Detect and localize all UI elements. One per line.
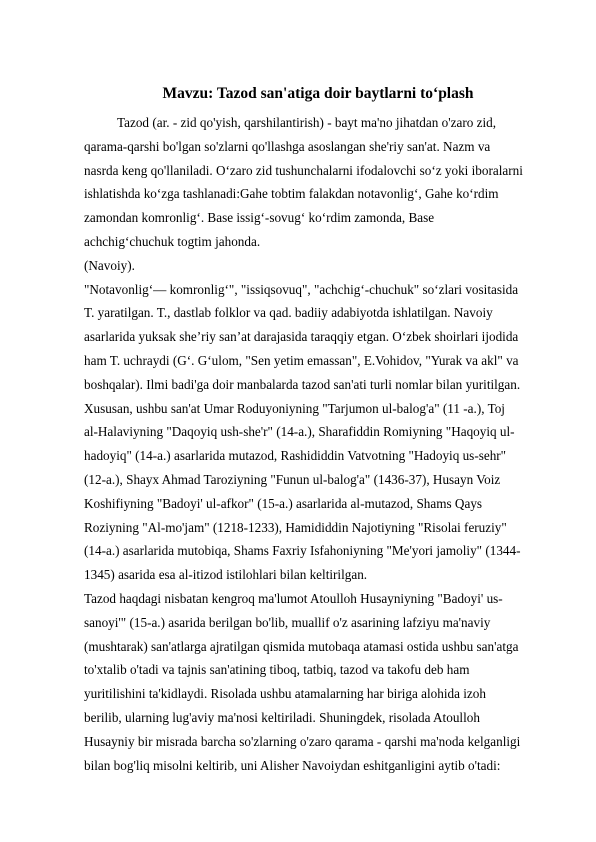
text-line: zamondan komronlig‘. Base issig‘-sovug‘ ko‘rdim zamonda, Base <box>84 210 435 226</box>
document-title: Mavzu: Tazod san'atiga doir baytlarni to‘plash <box>162 85 474 102</box>
document-body <box>84 111 524 777</box>
text-line: Tazod haqdagi nisbatan kengroq ma'lumot Atoulloh Husayniyning "Badoyi' us- <box>84 590 503 606</box>
text-line: boshqalar). Ilmi badi'ga doir manbalarda tazod san'ati turli nomlar bilan yuritilgan. <box>84 376 521 392</box>
text-line: bilan bog'liq misolni keltirib, uni Alisher Navoiydan eshitganligini aytib o'tadi: <box>84 757 501 773</box>
text-line: Husayniy bir misrada barcha so'zlarning o'zaro qarama - qarshi ma'noda kelganligi <box>84 733 521 749</box>
text-line: berilib, ularning lug'aviy ma'nosi keltiriladi. Shuningdek, risolada Atoulloh <box>84 709 480 725</box>
text-line: Koshifiyning "Badoyi' ul-afkor" (15-a.) asarlarida al-mutazod, Shams Qays <box>84 495 483 511</box>
text-line: sanoyi'" (15-a.) asarida berilgan bo'lib, muallif o'z asarining lafziyu ma'naviy <box>84 614 491 630</box>
text-line: Xususan, ushbu san'at Umar Roduyoniyning "Tarjumon ul-balog'a" (11 -a.), Toj <box>84 400 505 416</box>
text-line: yuritilishini ta'kidlaydi. Risolada ushbu atamalarning har biriga alohida izoh <box>84 686 486 702</box>
text-line: T. yaratilgan. T., dastlab folklor va qad. badiiy adabiyotda ishlatilgan. Navoiy <box>84 305 493 321</box>
text-line: asarlarida yuksak she’riy san’at darajasida taraqqiy etgan. O‘zbek shoirlari ijodida <box>84 329 519 345</box>
text-line: ishlatishda ko‘zga tashlanadi:Gahe tobtim falakdan notavonlig‘, Gahe ko‘rdim <box>84 186 499 202</box>
text-line: Roziyning "Al-mo'jam" (1218-1233), Hamididdin Najotiyning "Risolai feruziy" <box>84 519 507 535</box>
text-line: al-Halaviyning "Daqoyiq ush-she'r" (14-a.), Sharafiddin Romiyning "Haqoyiq ul- <box>84 424 515 440</box>
text-line: qarama-qarshi bo'lgan so'zlarni qo'llashga asoslangan she'riy san'at. Nazm va <box>84 138 491 154</box>
text-line: Tazod (ar. - zid qo'yish, qarshilantirish) - bayt ma'no jihatdan o'zaro zid, <box>117 115 497 130</box>
text-line: "Notavonlig‘— komronlig‘", "issiqsovuq", "achchig‘-chuchuk" so‘zlari vositasida <box>84 281 519 297</box>
text-line: hadoyiq" (14-a.) asarlarida mutazod, Rashididdin Vatvotning "Hadoyiq us-sehr" <box>84 448 507 464</box>
text-line: (mushtarak) san'atlarga ajratilgan qismida mutobaqa atamasi ostida ushbu san'atga <box>84 638 519 654</box>
text-line: (12-a.), Shayx Ahmad Taroziyning "Funun ul-balog'a" (1436-37), Husayn Voiz <box>84 471 501 487</box>
text-line: (Navoiy). <box>84 257 135 273</box>
text-line: achchig‘chuchuk togtim jahonda. <box>84 233 261 249</box>
text-line: (14-a.) asarlarida mutobiqa, Shams Faxriy Isfahoniyning "Me'yori jamoliy" (1344- <box>84 543 521 559</box>
text-line: ham T. uchraydi (G‘. G‘ulom, "Sen yetim emassan", E.Vohidov, "Yurak va akl" va <box>84 352 519 368</box>
text-line: nasrda keng qo'llaniladi. O‘zaro zid tushunchalarni ifodalovchi so‘z yoki iboralarni <box>84 162 523 178</box>
text-line: 1345) asarida esa al-itizod istilohlari bilan keltirilgan. <box>84 567 368 583</box>
text-line: to'xtalib o'tadi va tajnis san'atining tiboq, tatbiq, tazod va takofu deb ham <box>84 662 470 678</box>
